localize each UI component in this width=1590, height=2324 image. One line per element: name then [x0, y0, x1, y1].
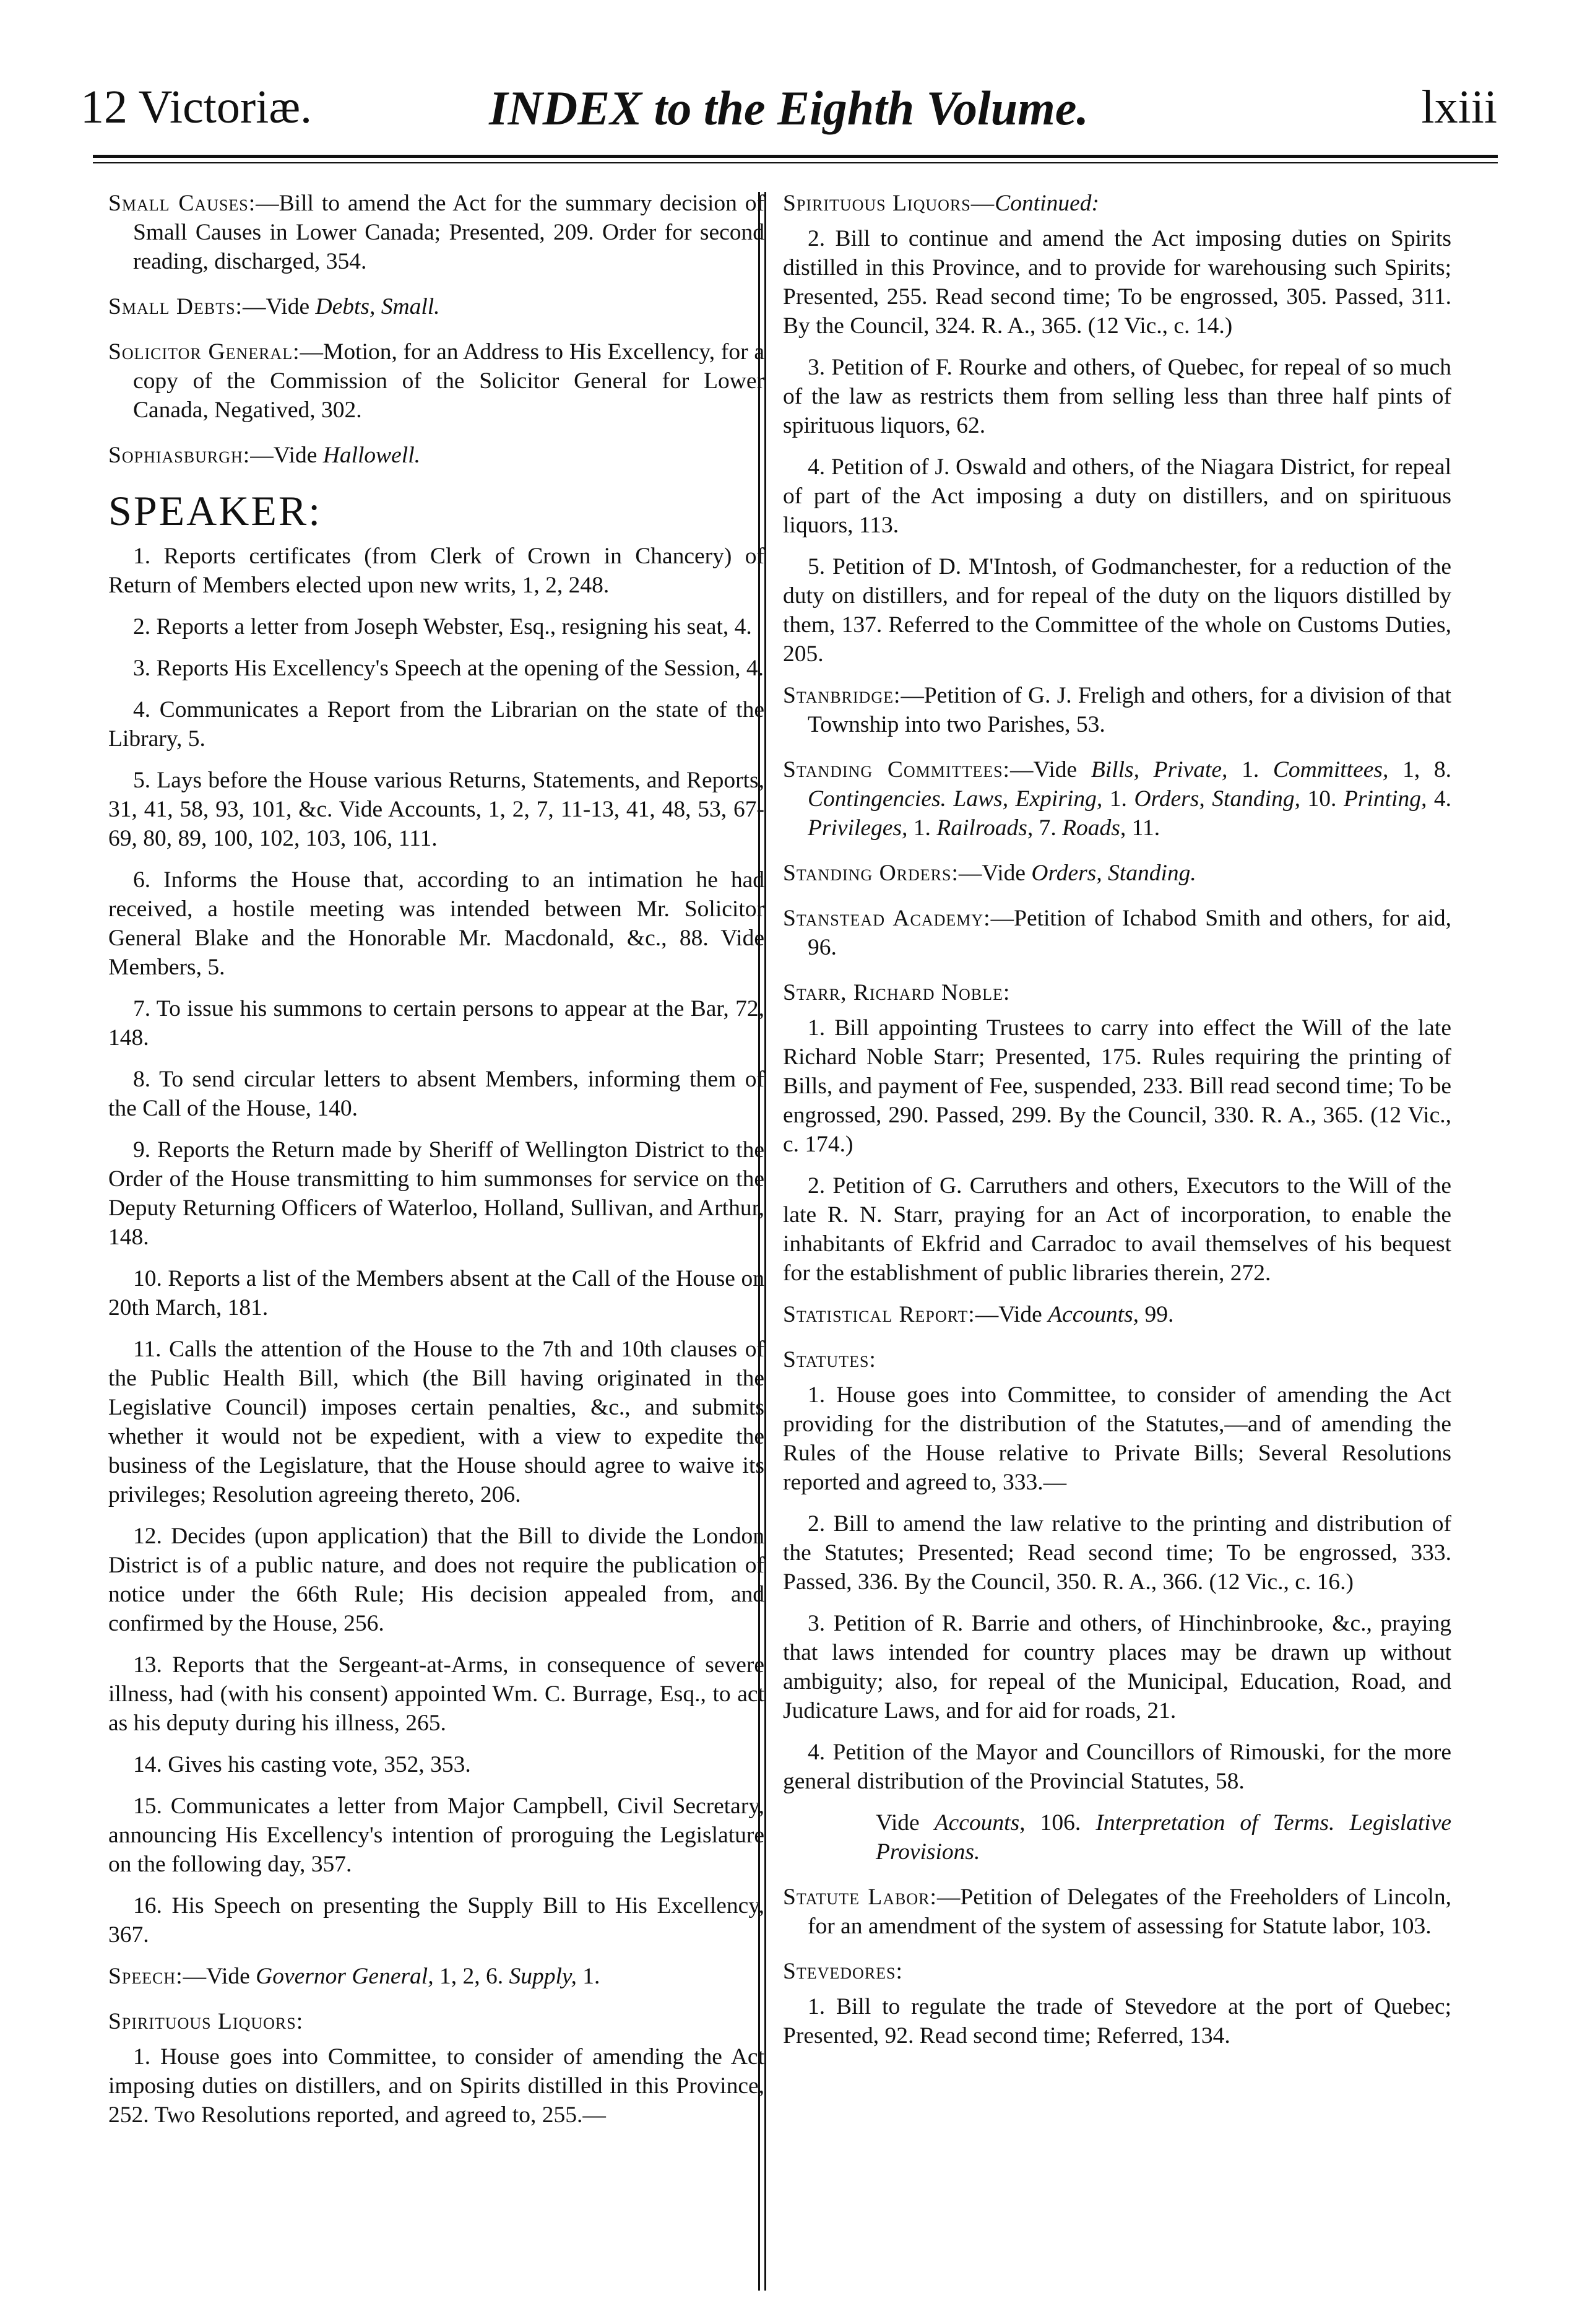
spirituous-item: 3. Petition of F. Rourke and others, of Quebec, for repeal of so much of the law as restricts them from selling less than three half pints of spirituous liquors, 62. [783, 355, 1451, 438]
statutes-item: 2. Bill to amend the law relative to the printing and distribution of the Statutes; Presented; Read second time; To be engrossed, 333. Passed, 336. By the Council, 350. R. A., 366. (12 Vic., c. 16.) [783, 1511, 1451, 1595]
entry-text [946, 786, 954, 812]
entry-stanstead-academy [783, 904, 1451, 962]
header-rule-thick [93, 155, 1498, 158]
header-rule-thin [93, 162, 1498, 163]
entry-head: Standing Committees: [783, 757, 1010, 783]
entry-statutes [783, 1345, 1451, 1374]
entry-head: Statutes: [783, 1347, 876, 1372]
cross-reference: Legislative Provisions. [876, 1810, 1451, 1865]
entry-text: —Vide [1009, 757, 1091, 783]
speaker-item: 12. Decides (upon application) that the Bill to divide the London District is of a public nature, and does not require the publication of notice under the 66th Rule; His decision appealed from, and confirmed by the House, 256. [108, 1524, 764, 1636]
entry-small-causes [108, 189, 764, 276]
entry-small-debts [108, 292, 764, 321]
entry-text: —Bill to amend the Act for the summary decision of Small Causes in Lower Canada; Presented, 209. Order for second reading, discharged, 354. [133, 191, 764, 274]
entry-text: 106. [1025, 1810, 1096, 1836]
entry-speech [108, 1962, 764, 1991]
entry-text: 4. [1427, 786, 1452, 812]
entry-spirituous-liquors [108, 2007, 764, 2036]
entry-text: 99. [1139, 1302, 1174, 1327]
entry-head: Spirituous Liquors: [108, 2009, 304, 2034]
entry-text: 1. [1227, 757, 1273, 783]
cross-reference: Orders, Standing. [1031, 861, 1196, 886]
speaker-item: 13. Reports that the Sergeant-at-Arms, in consequence of severe illness, had (with his consent) appointed Wm. C. Burrage, Esq., to act as his deputy during his illness, 265. [108, 1652, 764, 1736]
header-title: INDEX to the Eighth Volume. [489, 81, 1089, 135]
right-column [783, 189, 1451, 2063]
running-header [80, 74, 1497, 142]
cross-reference: Governor General, [256, 1964, 434, 1989]
entry-head: Speech: [108, 1964, 183, 1989]
entry-statistical-report [783, 1300, 1451, 1329]
continued-label: Continued: [995, 191, 1099, 216]
header-session: 12 Victoriæ. [80, 81, 313, 133]
entry-sophiasburgh [108, 441, 764, 470]
entry-text: —Motion, for an Address to His Excellency, for a copy of the Commission of the Solicitor General for Lower Canada, Negatived, 302. [133, 339, 764, 423]
speaker-item: 9. Reports the Return made by Sheriff of Wellington District to the Order of the House transmitting to him summonses for service on the Deputy Returning Officers of Waterloo, Holland, Sullivan, and Arthur, 148. [108, 1137, 764, 1250]
entry-text: Vide [876, 1810, 935, 1836]
speaker-item: 3. Reports His Excellency's Speech at the opening of the Session, 4. [133, 656, 764, 681]
cross-reference: Railroads, [936, 815, 1034, 841]
entry-text: 10. [1300, 786, 1344, 812]
entry-text [1334, 1810, 1349, 1836]
entry-head: Stevedores: [783, 1959, 903, 1984]
speaker-item: 5. Lays before the House various Returns, Statements, and Reports, 31, 41, 58, 93, 101, &c. Vide Accounts, 1, 2, 7, 11-13, 41, 48, 53, 67-69, 80, 89, 100, 102, 103, 106, 111. [108, 768, 764, 851]
cross-reference: Hallowell. [322, 443, 421, 468]
entry-head: Standing Orders: [783, 861, 959, 886]
entry-standing-committees [783, 755, 1451, 843]
entry-text: —Vide [958, 861, 1032, 886]
speaker-heading: SPEAKER: [108, 487, 322, 534]
entry-text: —Vide [183, 1964, 256, 1989]
entry-text: —Petition of Delegates of the Freeholders of Lincoln, for an amendment of the system of assessing for Statute labor, 103. [808, 1884, 1451, 1939]
entry-standing-orders [783, 859, 1451, 888]
entry-head: Spirituous Liquors— [783, 191, 995, 216]
speaker-item: 6. Informs the House that, according to an intimation he had received, a hostile meeting was intended between Mr. Solicitor General Blake and the Honorable Mr. Macdonald, &c., 88. Vide Members, 5. [108, 867, 764, 980]
entry-stevedores [783, 1957, 1451, 1986]
spirituous-item: 2. Bill to continue and amend the Act imposing duties on Spirits distilled in this Province, and to provide for warehousing such Spirits; Presented, 255. Read second time; To be engrossed, 305. Passed, 311. By the Council, 324. R. A., 365. (12 Vic., c. 14.) [783, 226, 1451, 339]
entry-head: Small Causes: [108, 191, 256, 216]
column-divider-right [764, 192, 766, 2291]
entry-head: Small Debts: [108, 294, 243, 319]
cross-reference: Committees, [1272, 757, 1389, 783]
cross-reference: Privileges, [808, 815, 908, 841]
cross-reference: Roads, [1062, 815, 1126, 841]
entry-text: 11. [1126, 815, 1160, 841]
cross-reference: Laws, Expiring, [953, 786, 1103, 812]
entry-solicitor-general [108, 337, 764, 425]
stevedores-item: 1. Bill to regulate the trade of Stevedore at the port of Quebec; Presented, 92. Read second time; Referred, 134. [783, 1994, 1451, 2049]
entry-head: Solicitor General: [108, 339, 300, 365]
left-column [108, 189, 764, 2142]
entry-text: 7. [1033, 815, 1063, 841]
speaker-item: 14. Gives his casting vote, 352, 353. [133, 1752, 471, 1777]
speaker-item: 11. Calls the attention of the House to the 7th and 10th clauses of the Public Health Bill, which (the Bill having originated in the Legislative Council) imposes certain penalties, &c., and submits whether it would not be expedient, with a view to expedite the business of the Legislature, that the House should agree to waive its privileges; Resolution agreeing thereto, 206. [108, 1337, 764, 1507]
entry-text: —Vide [242, 294, 316, 319]
cross-reference: Accounts, [934, 1810, 1026, 1836]
entry-text: —Petition of Ichabod Smith and others, for aid, 96. [808, 906, 1451, 960]
speaker-item: 4. Communicates a Report from the Librarian on the state of the Library, 5. [108, 697, 764, 752]
cross-reference: Interpretation of Terms. [1095, 1810, 1335, 1836]
entry-text: —Vide [975, 1302, 1048, 1327]
entry-statute-labor [783, 1883, 1451, 1941]
entry-spirituous-continued [783, 189, 1451, 218]
entry-starr-richard-noble [783, 978, 1451, 1007]
cross-reference: Accounts, [1048, 1302, 1139, 1327]
spirituous-item: 5. Petition of D. M'Intosh, of Godmanchester, for a reduction of the duty on distillers, and for repeal of the duty on the liquors distilled by them, 137. Referred to the Committee of the whole on Customs Duties, 205. [783, 554, 1451, 667]
spirituous-item: 4. Petition of J. Oswald and others, of the Niagara District, for repeal of part of the Act imposing a duty on distillers, and on spirituous liquors, 113. [783, 454, 1451, 538]
entry-head: Starr, Richard Noble: [783, 980, 1011, 1005]
cross-reference: Debts, Small. [315, 294, 440, 319]
entry-text: 1. [576, 1964, 600, 1989]
header-page-number: lxiii [1421, 81, 1497, 133]
entry-head: Stanbridge: [783, 683, 901, 708]
speaker-item: 1. Reports certificates (from Clerk of Crown in Chancery) of Return of Members elected upon new writs, 1, 2, 248. [108, 544, 764, 598]
speaker-item: 16. His Speech on presenting the Supply Bill to His Excellency, 367. [108, 1893, 764, 1948]
speaker-item: 15. Communicates a letter from Major Campbell, Civil Secretary, announcing His Excellency's intention of proroguing the Legislature on the following day, 357. [108, 1793, 764, 1877]
statutes-vide [876, 1808, 1451, 1867]
statutes-item: 3. Petition of R. Barrie and others, of Hinchinbrooke, &c., praying that laws intended for country places may be drawn up without ambiguity; also, for repeal of the Municipal, Education, Road, and Judicature Laws, and for aid for roads, 21. [783, 1611, 1451, 1723]
entry-text: 1, 8. [1388, 757, 1452, 783]
entry-text: 1. [907, 815, 937, 841]
cross-reference: Printing, [1343, 786, 1427, 812]
cross-reference: Supply, [509, 1964, 577, 1989]
cross-reference: Contingencies. [808, 786, 946, 812]
cross-reference: Bills, Private, [1091, 757, 1228, 783]
speaker-item: 7. To issue his summons to certain persons to appear at the Bar, 72, 148. [108, 996, 764, 1051]
entry-head: Stanstead Academy: [783, 906, 991, 931]
starr-item: 2. Petition of G. Carruthers and others, Executors to the Will of the late R. N. Starr, praying for an Act of incorporation, to enable the inhabitants of Ekfrid and Carradoc to avail themselves of his bequest for the establishment of public libraries therein, 272. [783, 1173, 1451, 1286]
entry-head: Statute Labor: [783, 1884, 937, 1910]
entry-text: —Vide [250, 443, 323, 468]
entry-text: —Petition of G. J. Freligh and others, for a division of that Township into two Parishes, 53. [808, 683, 1451, 737]
speaker-item: 10. Reports a list of the Members absent at the Call of the House on 20th March, 181. [108, 1266, 764, 1320]
entry-head: Statistical Report: [783, 1302, 975, 1327]
starr-item: 1. Bill appointing Trustees to carry into effect the Will of the late Richard Noble Starr; Presented, 175. Rules requiring the printing of Bills, and payment of Fee, suspended, 233. Bill read second time; To be engrossed, 290. Passed, 299. By the Council, 330. R. A., 365. (12 Vic., c. 174.) [783, 1015, 1451, 1157]
entry-head: Sophiasburgh: [108, 443, 251, 468]
speaker-item: 8. To send circular letters to absent Members, informing them of the Call of the House, 140. [108, 1067, 764, 1121]
speaker-item: 2. Reports a letter from Joseph Webster, Esq., resigning his seat, 4. [133, 614, 752, 640]
statutes-item: 4. Petition of the Mayor and Councillors of Rimouski, for the more general distribution of the Provincial Statutes, 58. [783, 1740, 1451, 1794]
spirituous-item: 1. House goes into Committee, to consider of amending the Act imposing duties on distillers, and on Spirits distilled in this Province, 252. Two Resolutions reported, and agreed to, 255.— [108, 2044, 764, 2128]
statutes-item: 1. House goes into Committee, to consider of amending the Act providing for the distribution of the Statutes,—and of amending the Rules of the House relative to Private Bills; Several Resolutions reported and agreed to, 333.— [783, 1382, 1451, 1495]
cross-reference: Orders, Standing, [1134, 786, 1300, 812]
entry-stanbridge [783, 681, 1451, 739]
entry-text: 1. [1102, 786, 1134, 812]
entry-text: 1, 2, 6. [433, 1964, 509, 1989]
